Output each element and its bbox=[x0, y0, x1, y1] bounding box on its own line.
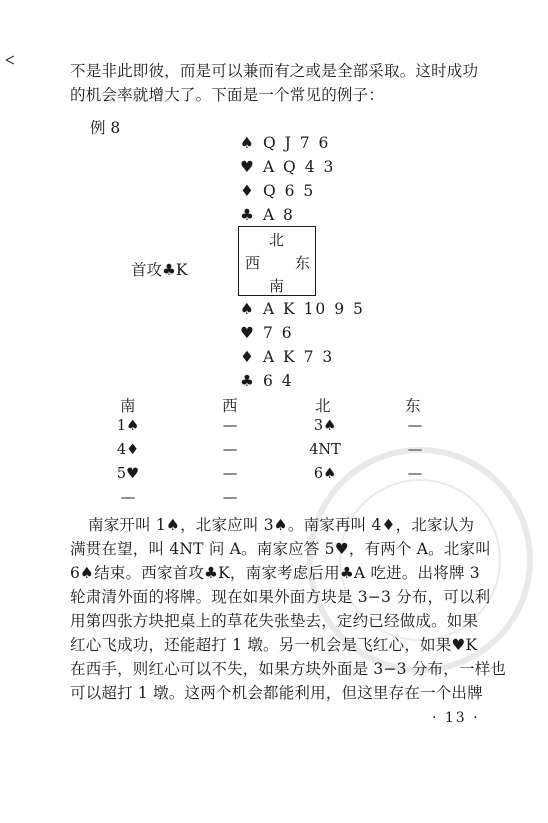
bid-cell: 5♥ bbox=[116, 466, 140, 482]
heart-icon: ♥ bbox=[240, 324, 254, 342]
heart-icon: ♥ bbox=[240, 158, 254, 176]
bid-cell: 4NT bbox=[309, 442, 341, 458]
bid-header-south: 南 bbox=[120, 397, 136, 415]
bid-cell: — bbox=[407, 466, 423, 482]
south-clubs-cards: 6 4 bbox=[262, 372, 294, 390]
bid-cell: 6♠ bbox=[313, 466, 337, 482]
bid-cell: 3♠ bbox=[313, 418, 337, 434]
south-diamonds bbox=[238, 348, 334, 366]
north-hearts bbox=[238, 158, 335, 176]
page-number: · 13 · bbox=[432, 710, 480, 726]
bid-header-east: 东 bbox=[405, 397, 421, 415]
north-hearts-cards: A Q 4 3 bbox=[262, 158, 336, 176]
compass-south: 南 bbox=[269, 277, 285, 295]
example-label: 例 8 bbox=[90, 119, 121, 137]
north-clubs bbox=[238, 206, 295, 224]
south-spades bbox=[238, 300, 365, 318]
intro-line-1: 不是非此即彼，而是可以兼而有之或是全部采取。这时成功 bbox=[70, 62, 479, 80]
north-diamonds bbox=[238, 182, 315, 200]
body-line-5: 用第四张方块把桌上的草花失张垫去，定约已经做成。如果 bbox=[70, 612, 479, 630]
diamond-icon: ♦ bbox=[240, 182, 254, 200]
bid-cell: — bbox=[222, 466, 238, 482]
north-spades bbox=[238, 134, 330, 152]
spade-icon: ♠ bbox=[240, 134, 254, 152]
compass-west: 西 bbox=[245, 254, 261, 272]
spade-icon: ♠ bbox=[240, 300, 254, 318]
body-line-7: 在西手，则红心可以不失，如果方块外面是 3−3 分布，一样也 bbox=[70, 660, 507, 678]
compass-box bbox=[238, 226, 316, 296]
bid-cell: 1♠ bbox=[116, 418, 140, 434]
bid-cell: — bbox=[222, 490, 238, 506]
diamond-icon: ♦ bbox=[240, 348, 254, 366]
body-line-2: 满贯在望，叫 4NT 问 A。南家应答 5♥，有两个 A。北家叫 bbox=[70, 540, 491, 558]
club-icon: ♣ bbox=[240, 372, 254, 390]
north-clubs-cards: A 8 bbox=[262, 206, 295, 224]
compass-north: 北 bbox=[269, 231, 285, 249]
south-clubs bbox=[238, 372, 294, 390]
north-spades-cards: Q J 7 6 bbox=[262, 134, 331, 152]
bid-cell: — bbox=[407, 418, 423, 434]
compass-east: 东 bbox=[295, 254, 311, 272]
margin-tick-mark bbox=[4, 30, 18, 70]
bid-cell: — bbox=[222, 442, 238, 458]
club-icon: ♣ bbox=[240, 206, 254, 224]
south-diamonds-cards: A K 7 3 bbox=[262, 348, 335, 366]
south-hearts-cards: 7 6 bbox=[262, 324, 294, 342]
body-line-3: 6♠结束。西家首攻♣K，南家考虑后用♣A 吃进。出将牌 3 bbox=[70, 564, 480, 582]
body-line-8: 可以超打 1 墩。这两个机会都能利用，但这里存在一个出牌 bbox=[70, 684, 483, 702]
body-line-4: 轮肃清外面的将牌。现在如果外面方块是 3−3 分布，可以利 bbox=[70, 588, 491, 606]
bid-cell: — bbox=[407, 442, 423, 458]
south-hearts bbox=[238, 324, 294, 342]
body-line-6: 红心飞成功，还能超打 1 墩。另一机会是飞红心，如果♥K bbox=[70, 636, 478, 654]
bid-cell: — bbox=[222, 418, 238, 434]
intro-line-2: 的机会率就增大了。下面是一个常见的例子： bbox=[70, 86, 385, 104]
opening-lead: 首攻♣K bbox=[131, 261, 188, 279]
bid-header-north: 北 bbox=[315, 397, 331, 415]
south-spades-cards: A K 10 9 5 bbox=[262, 300, 365, 318]
body-line-1: 南家开叫 1♠，北家应叫 3♠。南家再叫 4♦，北家认为 bbox=[88, 516, 475, 534]
bid-cell: — bbox=[120, 490, 136, 506]
bid-header-west: 西 bbox=[222, 397, 238, 415]
north-diamonds-cards: Q 6 5 bbox=[262, 182, 316, 200]
bid-cell: 4♦ bbox=[116, 442, 140, 458]
